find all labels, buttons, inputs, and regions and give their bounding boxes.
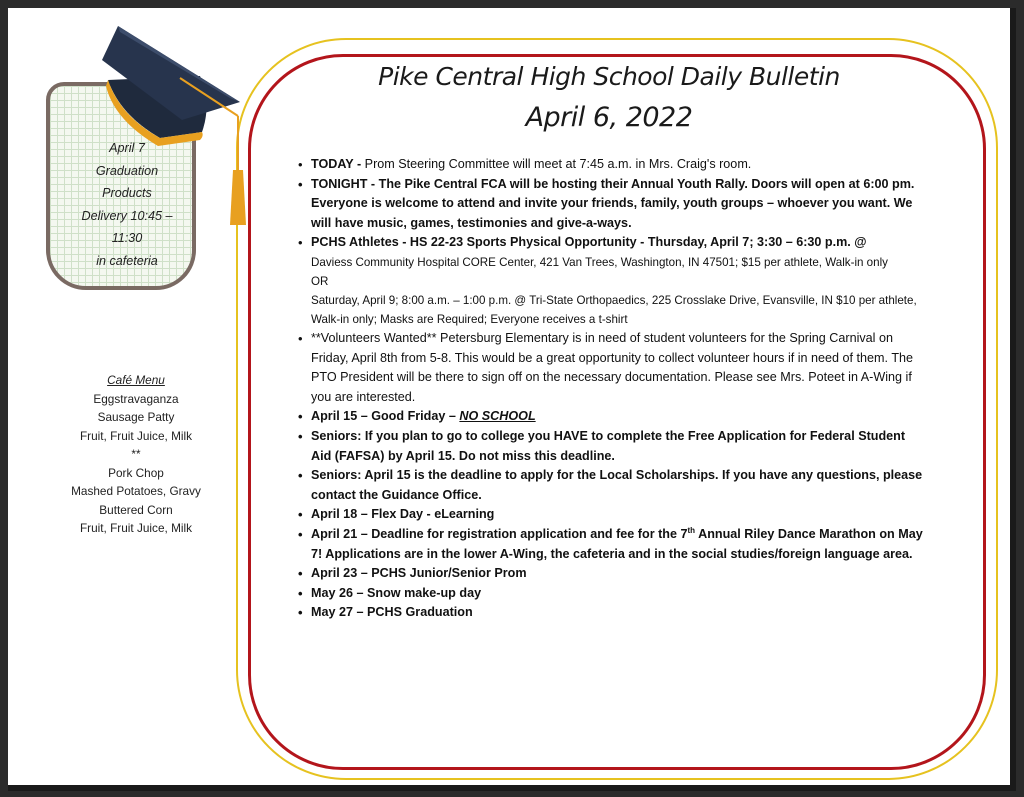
note-line: 11:30	[111, 231, 143, 245]
list-item: • May 26 – Snow make-up day	[298, 584, 928, 604]
note-card-text	[60, 137, 194, 272]
note-line: Delivery 10:45 –	[81, 208, 173, 223]
list-item: • April 21 – Deadline for registration application and fee for the 7th Annual Riley Dance Marathon on May 7! Applications are in the lower A-Wing, the cafeteria and in the social studies/foreign language area.	[298, 525, 928, 564]
menu-item: Sausage Patty	[97, 410, 175, 424]
cafe-menu	[56, 371, 216, 538]
list-item: • **Volunteers Wanted** Petersburg Elementary is in need of student volunteers for the Spring Carnival on Friday, April 8th from 5-8. This would be a great opportunity to collect volunteer hours if in need of them. The PTO President will be there to sign off on the necessary documentation. Please see Mrs. Poteet in A-Wing if you are interested.	[298, 329, 928, 407]
bulletin-date: April 6, 2022	[525, 102, 693, 133]
note-line: in cafeteria	[96, 253, 158, 268]
list-item: • May 27 – PCHS Graduation	[298, 603, 928, 623]
list-item: • April 18 – Flex Day - eLearning	[298, 505, 928, 525]
menu-item: Fruit, Fruit Juice, Milk	[79, 521, 193, 535]
list-item: • Seniors: If you plan to go to college you HAVE to complete the Free Application for Federal Student Aid (FAFSA) by April 15. Do not miss this deadline.	[298, 427, 928, 466]
list-item: • April 23 – PCHS Junior/Senior Prom	[298, 564, 928, 584]
bulletin-title: Pike Central High School Daily Bulletin	[378, 62, 840, 91]
menu-item: Fruit, Fruit Juice, Milk	[79, 428, 193, 443]
list-item: • April 15 – Good Friday – NO SCHOOL	[298, 407, 928, 427]
note-line: Products	[102, 186, 152, 200]
note-line: Graduation	[95, 163, 159, 178]
list-item: • Seniors: April 15 is the deadline to apply for the Local Scholarships. If you have any questions, please contact the Guidance Office.	[298, 466, 928, 505]
list-item: • PCHS Athletes - HS 22-23 Sports Physical Opportunity - Thursday, April 7; 3:30 – 6:30 p.m. @ Daviess Community Hospital CORE Center, 421 Van Trees, Washington, IN 47501; $15 per athlete, Walk-in only OR Saturday, April 9; 8:00 a.m. – 1:00 p.m. @ Tri-State Orthopaedics, 225 Crosslake Drive, Evansville, IN $10 per athlete, Walk-in only; Masks are Required; Everyone receives a t-shirt	[298, 233, 928, 329]
menu-item: Eggstravaganza	[93, 391, 179, 406]
note-line: April 7	[109, 141, 145, 155]
menu-item: Mashed Potatoes, Gravy	[71, 484, 201, 498]
menu-item: **	[131, 447, 141, 461]
cafe-menu-title: Café Menu	[107, 373, 165, 387]
list-item: • TODAY - Prom Steering Committee will meet at 7:45 a.m. in Mrs. Craig's room.	[298, 155, 928, 175]
bulletin-list	[298, 155, 928, 623]
menu-item: Buttered Corn	[99, 502, 173, 517]
menu-item: Pork Chop	[108, 465, 164, 480]
list-item: • TONIGHT - The Pike Central FCA will be hosting their Annual Youth Rally. Doors will open at 6:00 pm. Everyone is welcome to attend and invite your friends, family, youth groups – whoever you want. We will have music, games, testimonies and give-a-ways.	[298, 175, 928, 234]
